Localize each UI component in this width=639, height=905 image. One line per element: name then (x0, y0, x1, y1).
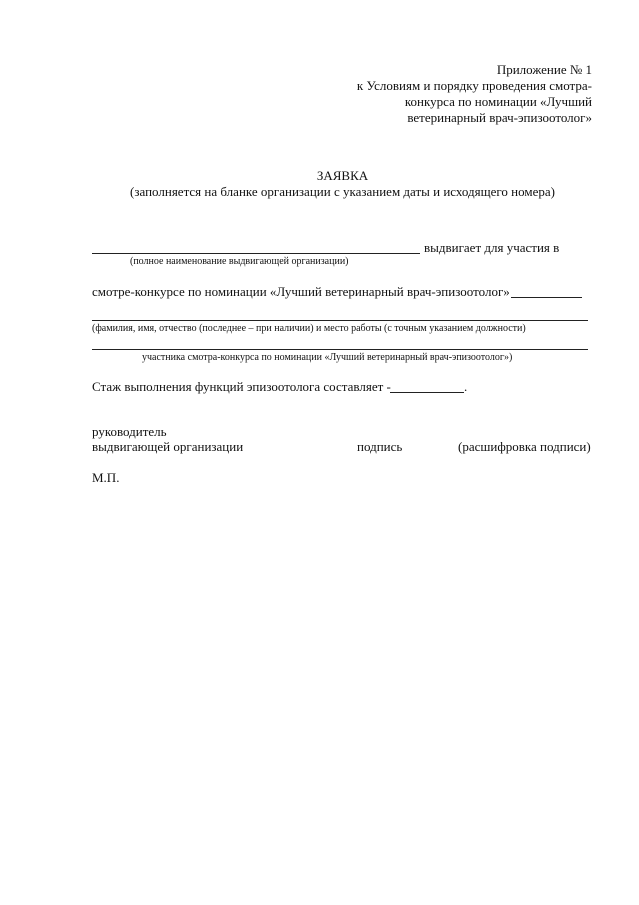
org-name-blank[interactable] (92, 253, 420, 254)
person-caption: (фамилия, имя, отчество (последнее – при наличии) и место работы (с точным указанием должности) (92, 323, 526, 334)
org-name-caption: (полное наименование выдвигающей организации) (130, 256, 349, 267)
participant-blank[interactable] (92, 349, 588, 350)
signature-decode-label: (расшифровка подписи) (458, 439, 591, 454)
signature-role-line-2: выдвигающей организации (92, 439, 244, 454)
appendix-line-4: ветеринарный врач-эпизоотолог» (407, 110, 592, 125)
signature-sign-label: подпись (357, 439, 403, 454)
person-blank[interactable] (92, 320, 588, 321)
experience-period: . (464, 379, 468, 394)
nominates-text: выдвигает для участия в (424, 240, 560, 255)
contest-nomination-text: смотре-конкурсе по номинации «Лучший ветеринарный врач-эпизоотолог» (92, 284, 510, 299)
experience-label: Стаж выполнения функций эпизоотолога составляет - (92, 379, 391, 394)
contest-blank[interactable] (511, 297, 582, 298)
signature-role-line-1: руководитель (92, 424, 167, 439)
document-title: ЗАЯВКА (316, 168, 369, 183)
appendix-header (340, 62, 592, 126)
stamp-label: М.П. (92, 470, 120, 485)
experience-blank[interactable] (390, 392, 464, 393)
appendix-line-3: конкурса по номинации «Лучший (404, 94, 592, 109)
participant-caption: участника смотра-конкурса по номинации «Лучший ветеринарный врач-эпизоотолог») (142, 352, 513, 363)
document-subtitle: (заполняется на бланке организации с указанием даты и исходящего номера) (130, 184, 555, 199)
appendix-line-2: к Условиям и порядку проведения смотра- (356, 78, 592, 93)
appendix-line-1: Приложение № 1 (496, 62, 592, 77)
